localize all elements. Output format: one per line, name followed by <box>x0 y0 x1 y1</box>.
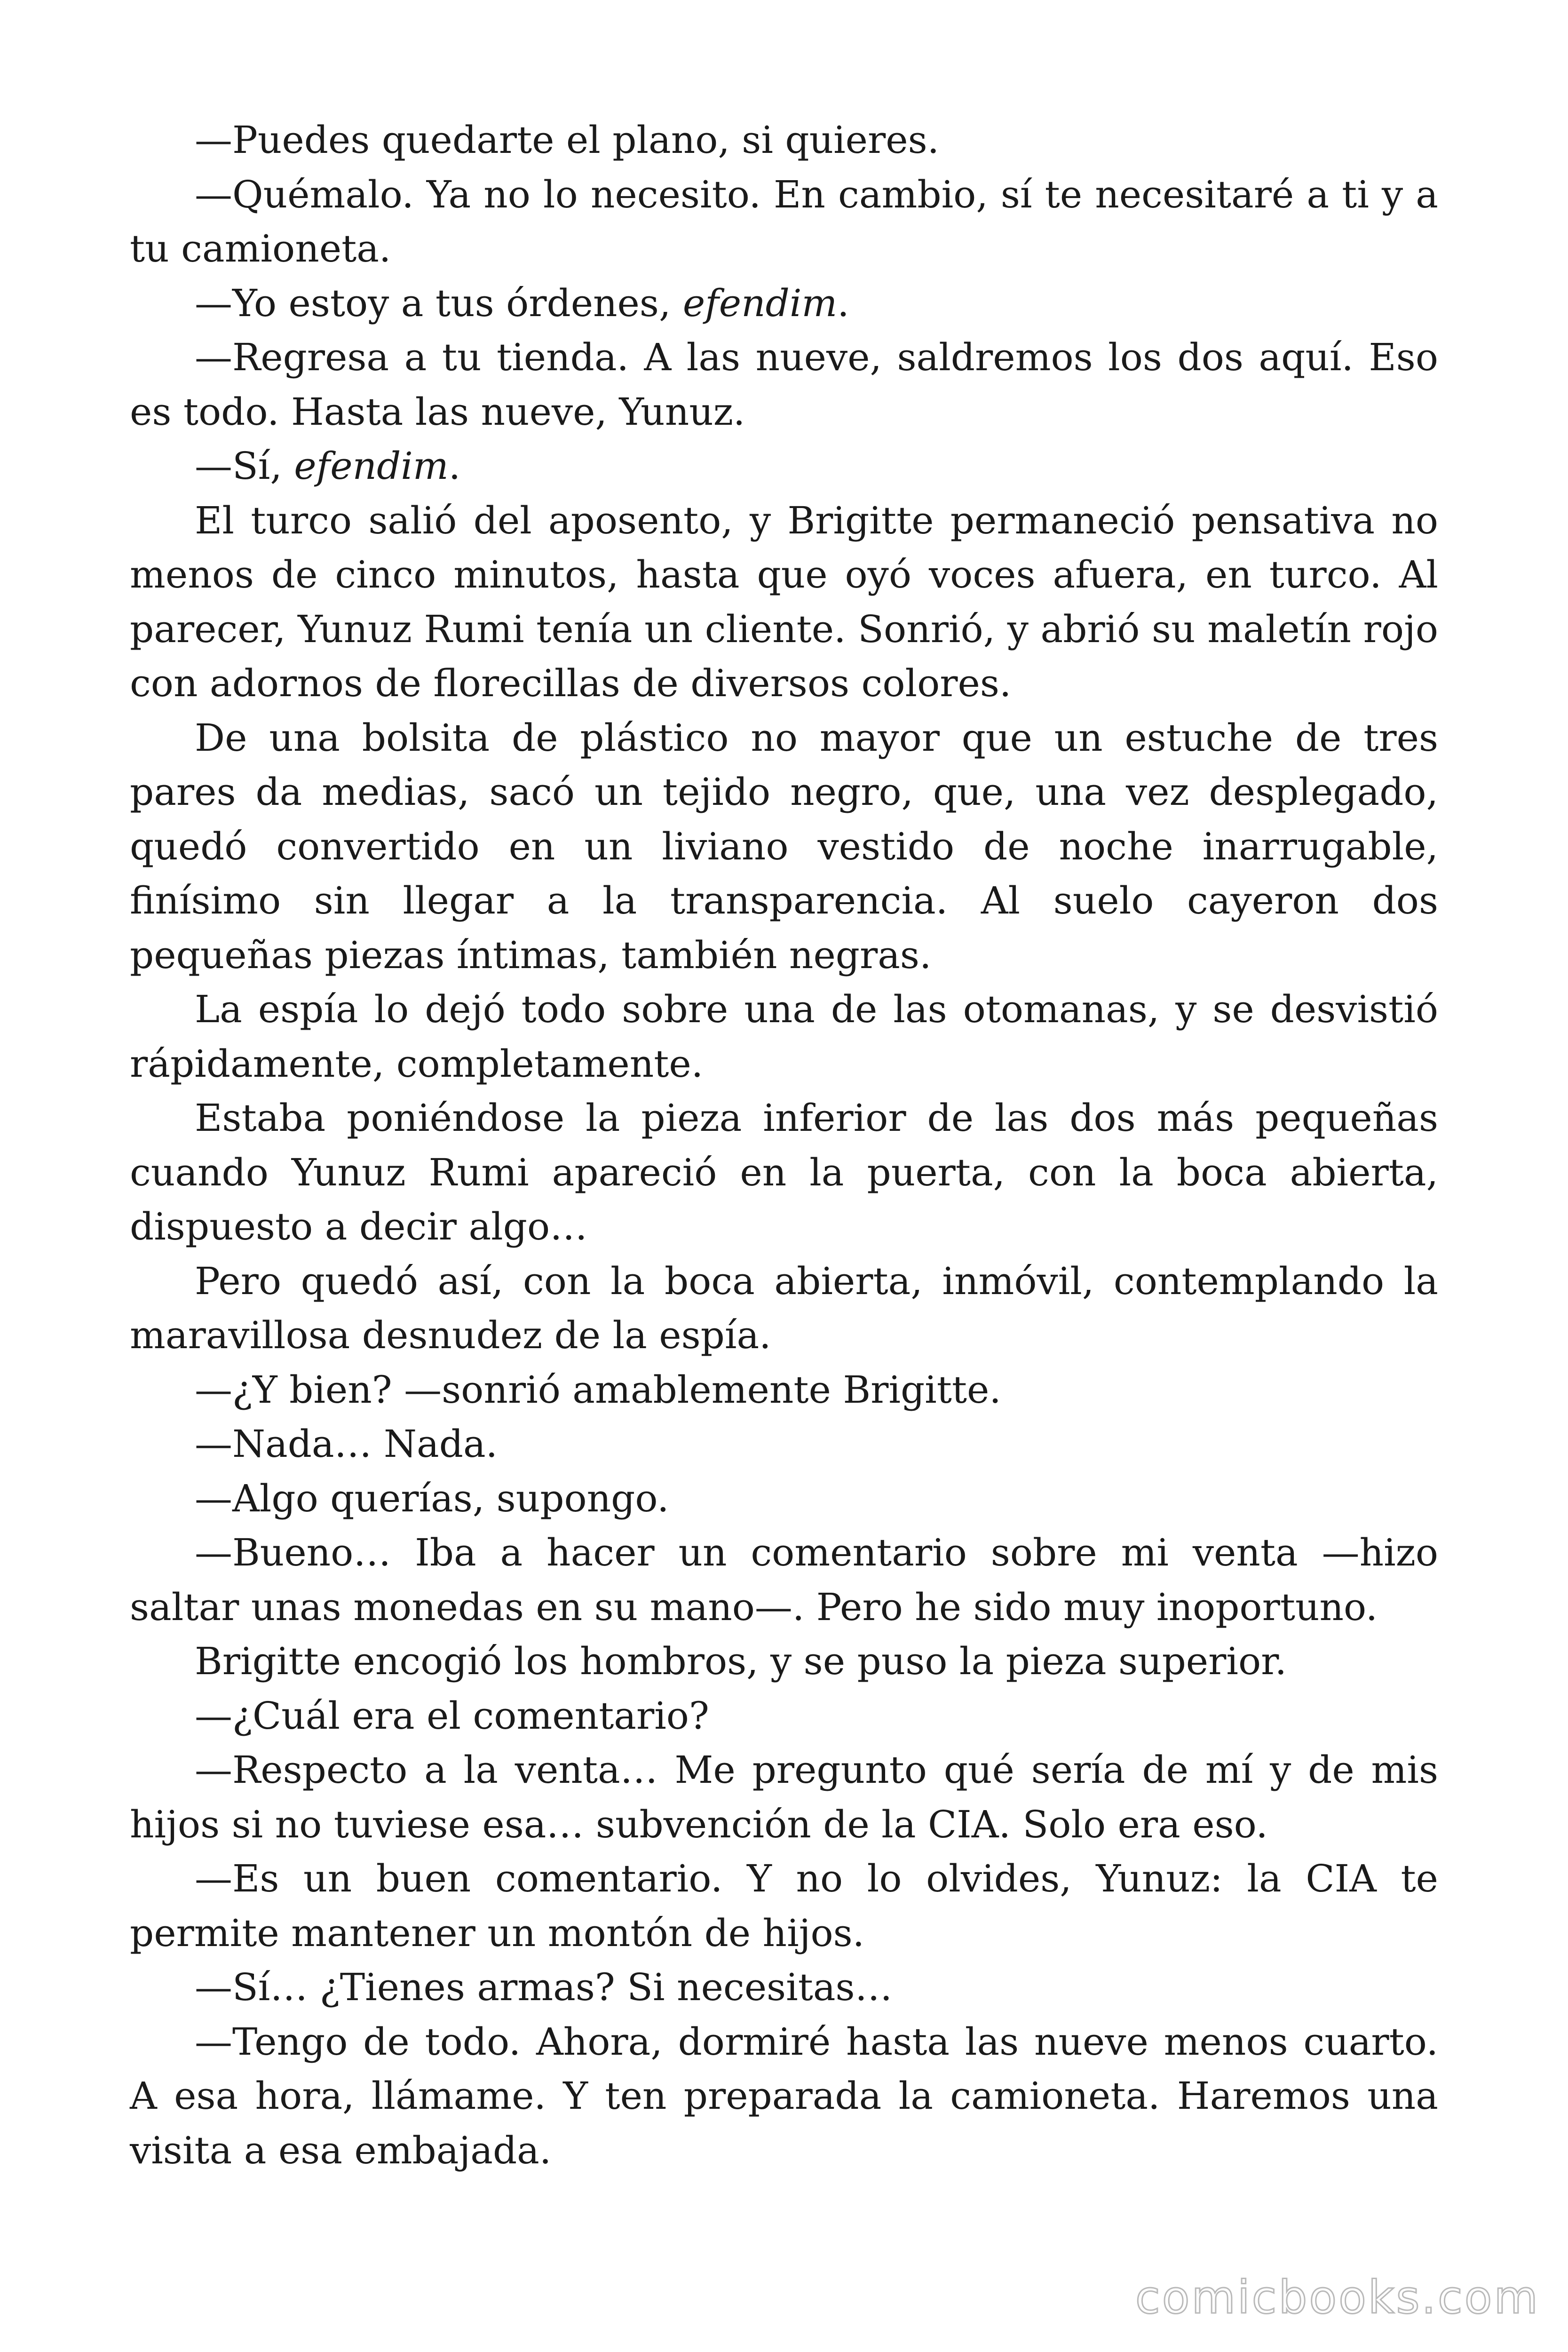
text-run: —Bueno… Iba a hacer un comentario sobre mi venta —hizo saltar unas monedas en su mano—. Pero he sido muy inoportuno. <box>130 1531 1438 1629</box>
text-run: De una bolsita de plástico no mayor que un estuche de tres pares da medias, sacó un tejido negro, que, una vez desplegado, quedó convertido en un liviano vestido de noche inarrugable, finísimo sin llegar a la transparencia. Al suelo cayeron dos pequeñas piezas íntimas, también negras. <box>130 715 1438 977</box>
text-run: —Puedes quedarte el plano, si quieres. <box>195 118 940 162</box>
text-run: El turco salió del aposento, y Brigitte permaneció pensativa no menos de cinco minutos, hasta que oyó voces afuera, en turco. Al parecer, Yunuz Rumi tenía un cliente. Sonrió, y abrió su maletín rojo con adornos de florecillas de diversos colores. <box>130 498 1438 705</box>
paragraph <box>130 1960 1438 2015</box>
text-run: . <box>837 281 849 325</box>
text-run: —Nada… Nada. <box>195 1422 498 1466</box>
paragraph <box>130 113 1438 167</box>
text-run: —Regresa a tu tienda. A las nueve, saldremos los dos aquí. Eso es todo. Hasta las nueve, Yunuz. <box>130 335 1438 434</box>
text-run: La espía lo dejó todo sobre una de las otomanas, y se desvistió rápidamente, completamente. <box>130 987 1438 1086</box>
text-run: —Quémalo. Ya no lo necesito. En cambio, sí te necesitaré a ti y a tu camioneta. <box>130 172 1438 270</box>
text-run: —Respecto a la venta… Me pregunto qué sería de mí y de mis hijos si no tuviese esa… subvención de la CIA. Solo era eso. <box>130 1748 1438 1846</box>
paragraph <box>130 1417 1438 1471</box>
text-run: —Es un buen comentario. Y no lo olvides, Yunuz: la CIA te permite mantener un montón de hijos. <box>130 1857 1438 1955</box>
paragraph <box>130 2015 1438 2178</box>
italic-text: efendim <box>294 444 449 488</box>
paragraph <box>130 1689 1438 1743</box>
paragraph <box>130 1526 1438 1634</box>
paragraph <box>130 1091 1438 1254</box>
paragraph <box>130 167 1438 276</box>
paragraph <box>130 982 1438 1091</box>
body-text <box>130 113 1438 2177</box>
paragraph <box>130 276 1438 331</box>
text-run: —Algo querías, supongo. <box>195 1476 669 1520</box>
text-run: . <box>448 444 461 488</box>
paragraph <box>130 1851 1438 1960</box>
text-run: —Yo estoy a tus órdenes, <box>195 281 683 325</box>
italic-text: efendim <box>682 281 838 325</box>
text-run: —Sí, <box>195 444 294 488</box>
text-run: Estaba poniéndose la pieza inferior de las dos más pequeñas cuando Yunuz Rumi apareció en la puerta, con la boca abierta, dispuesto a decir algo… <box>130 1096 1438 1248</box>
paragraph <box>130 1634 1438 1689</box>
text-run: Pero quedó así, con la boca abierta, inmóvil, contemplando la maravillosa desnudez de la espía. <box>130 1259 1438 1357</box>
paragraph <box>130 1254 1438 1363</box>
paragraph <box>130 1363 1438 1417</box>
text-run: —¿Y bien? —sonrió amablemente Brigitte. <box>195 1367 1001 1412</box>
paragraph <box>130 1471 1438 1526</box>
paragraph <box>130 1743 1438 1851</box>
text-run: Brigitte encogió los hombros, y se puso la pieza superior. <box>195 1639 1287 1683</box>
text-run: —¿Cuál era el comentario? <box>195 1693 709 1738</box>
paragraph <box>130 330 1438 439</box>
paragraph <box>130 493 1438 711</box>
text-run: —Tengo de todo. Ahora, dormiré hasta las nueve menos cuarto. A esa hora, llámame. Y ten preparada la camioneta. Haremos una visita a esa embajada. <box>130 2019 1438 2172</box>
text-run: —Sí… ¿Tienes armas? Si necesitas… <box>195 1965 893 2009</box>
watermark: comicbooks.com <box>1135 2271 1540 2324</box>
paragraph <box>130 711 1438 983</box>
paragraph <box>130 439 1438 493</box>
